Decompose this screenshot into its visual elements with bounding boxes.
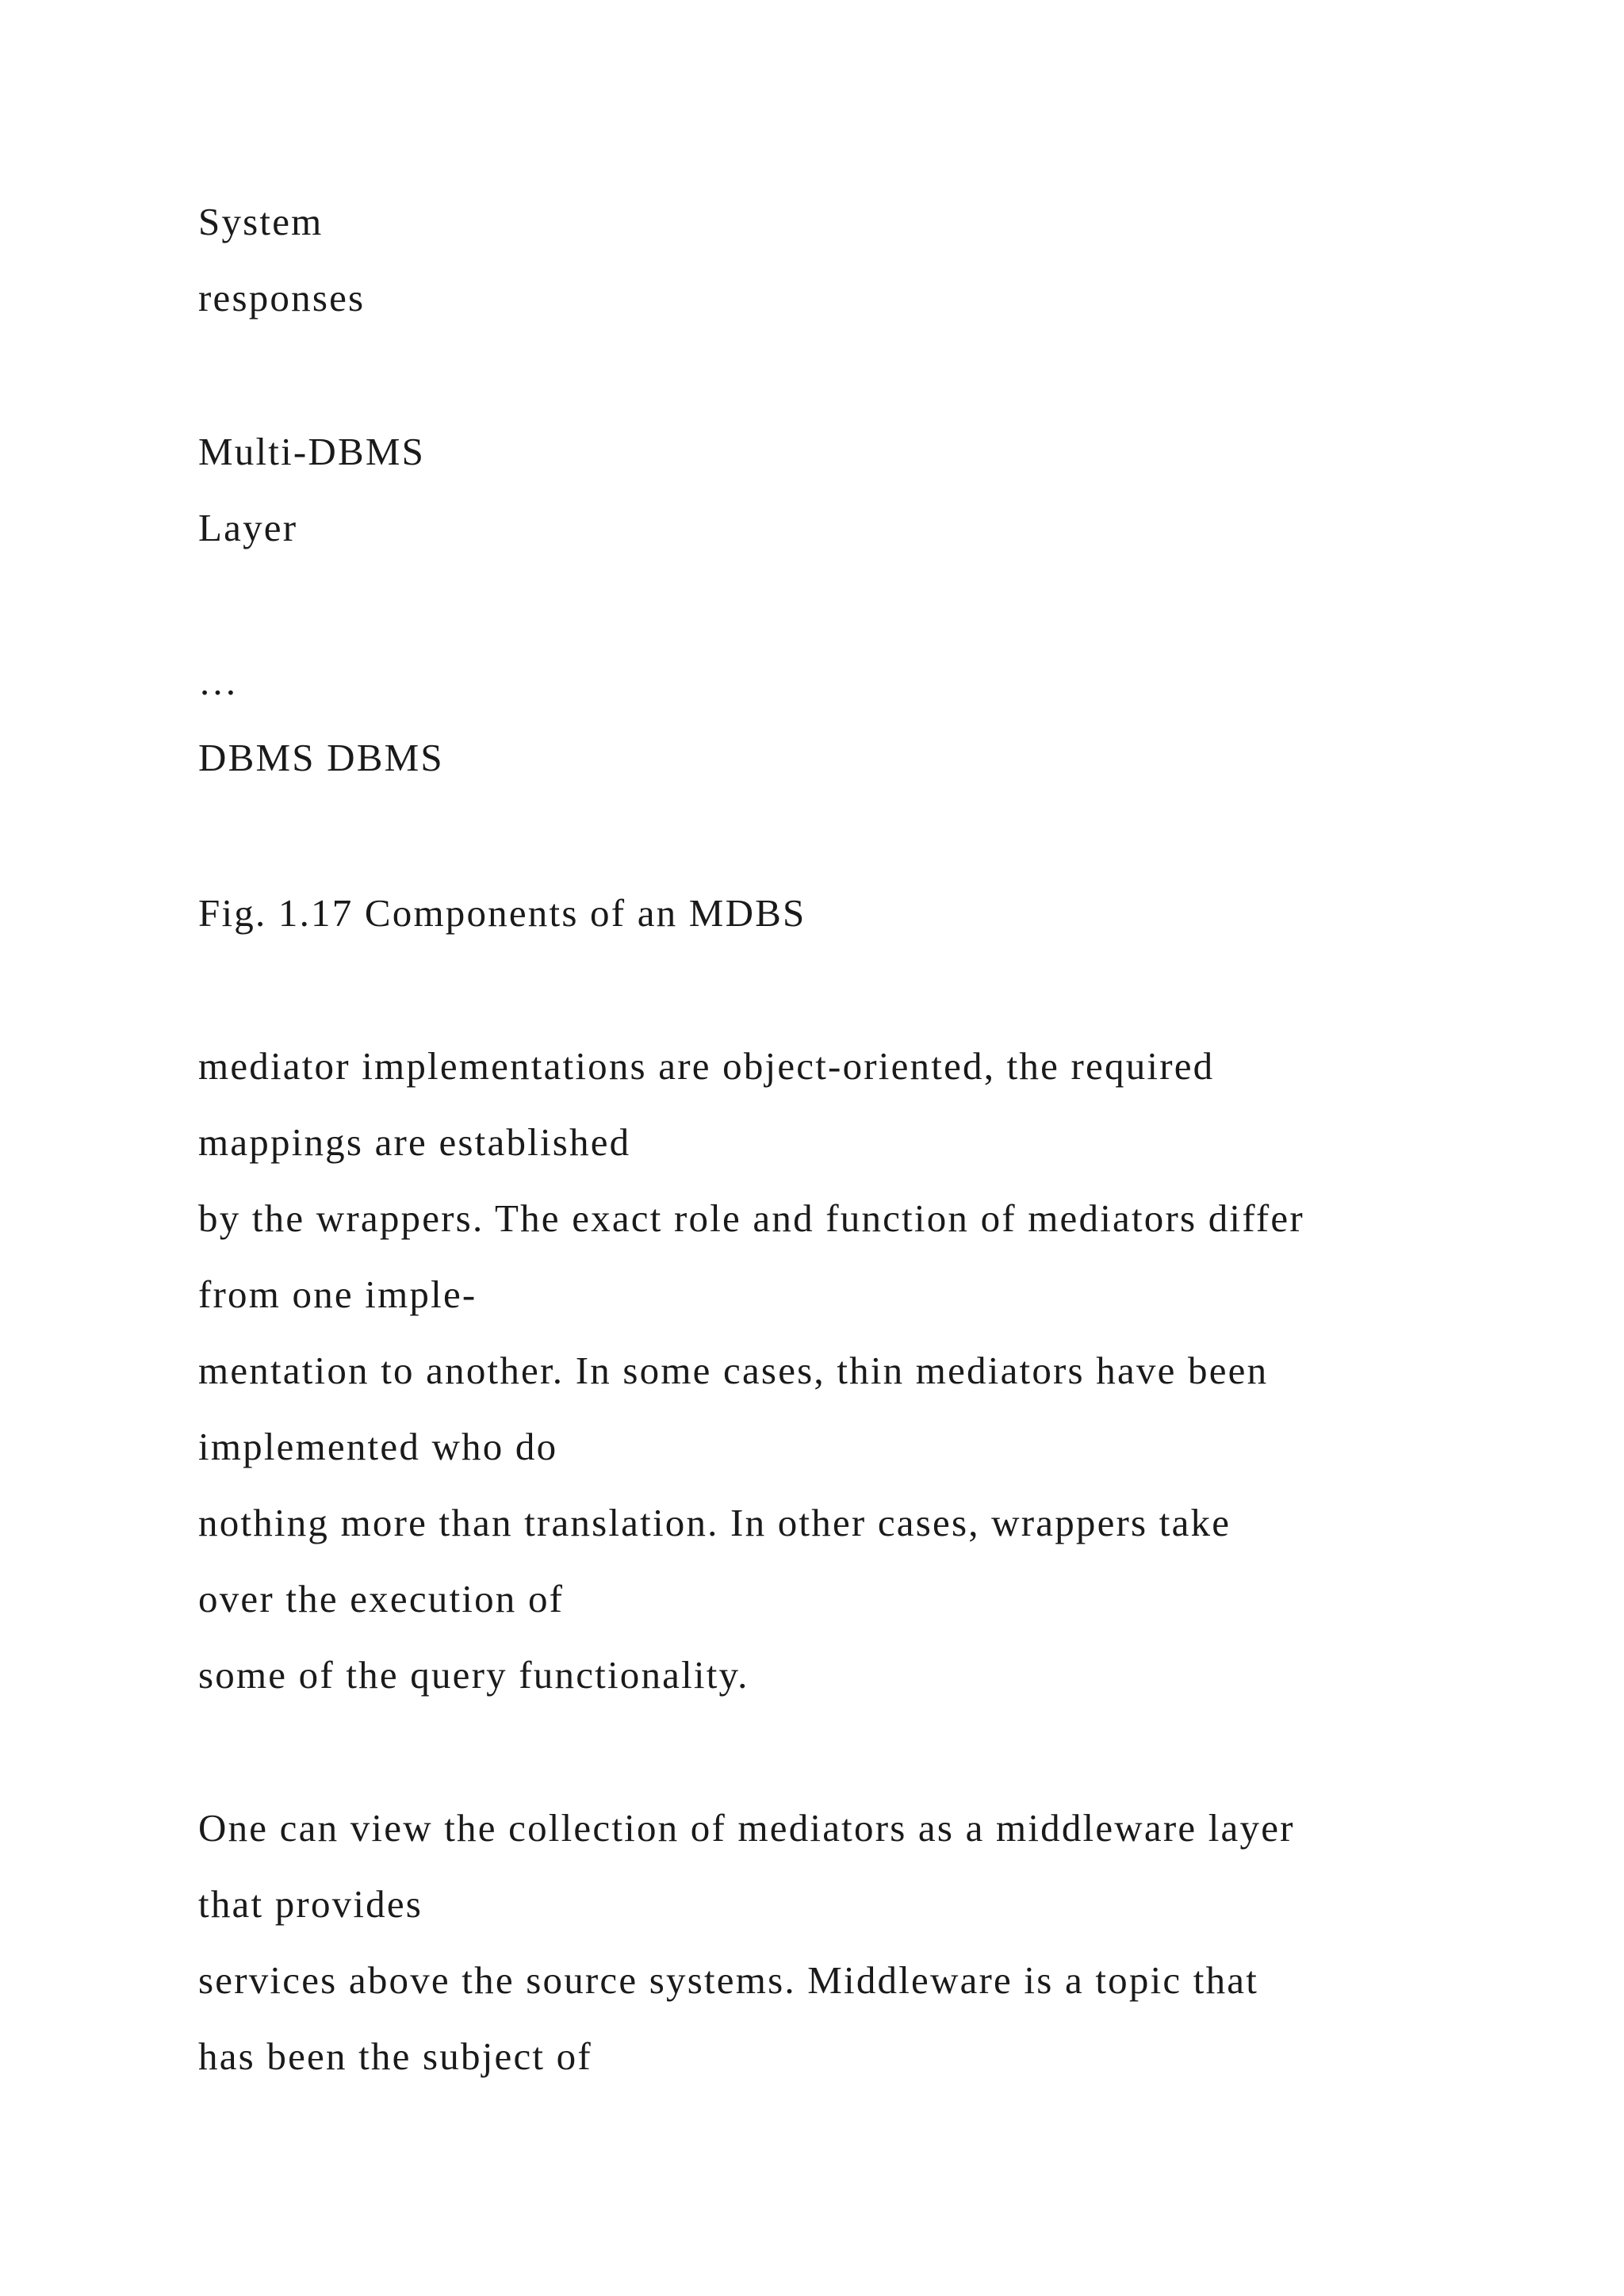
diagram-ellipsis: … — [198, 660, 239, 703]
paragraph-1-line-7: nothing more than translation. In other cases, wrappers take — [198, 1501, 1231, 1544]
paragraph-1-line-6: implemented who do — [198, 1425, 558, 1468]
paragraph-1-line-5: mentation to another. In some cases, thin mediators have been — [198, 1349, 1269, 1392]
paragraph-1-line-2: mappings are established — [198, 1120, 631, 1164]
paragraph-2-line-2: that provides — [198, 1882, 423, 1926]
paragraph-2-line-4: has been the subject of — [198, 2034, 592, 2078]
paragraph-1-line-9: some of the query functionality. — [198, 1653, 749, 1697]
diagram-label-dbms-row: DBMS DBMS — [198, 736, 444, 779]
figure-caption: Fig. 1.17 Components of an MDBS — [198, 891, 806, 935]
paragraph-1-line-8: over the execution of — [198, 1577, 565, 1621]
paragraph-2-line-1: One can view the collection of mediators as a middleware layer — [198, 1806, 1295, 1850]
diagram-label-layer: Layer — [198, 506, 298, 549]
diagram-label-multi-dbms: Multi-DBMS — [198, 430, 426, 473]
paragraph-1-line-4: from one imple- — [198, 1272, 477, 1316]
paragraph-2-line-3: services above the source systems. Middleware is a topic that — [198, 1958, 1259, 2002]
paragraph-1-line-3: by the wrappers. The exact role and function of mediators differ — [198, 1196, 1304, 1240]
paragraph-1-line-1: mediator implementations are object-oriented, the required — [198, 1044, 1215, 1088]
diagram-label-system: System — [198, 200, 324, 243]
diagram-label-responses: responses — [198, 276, 366, 320]
